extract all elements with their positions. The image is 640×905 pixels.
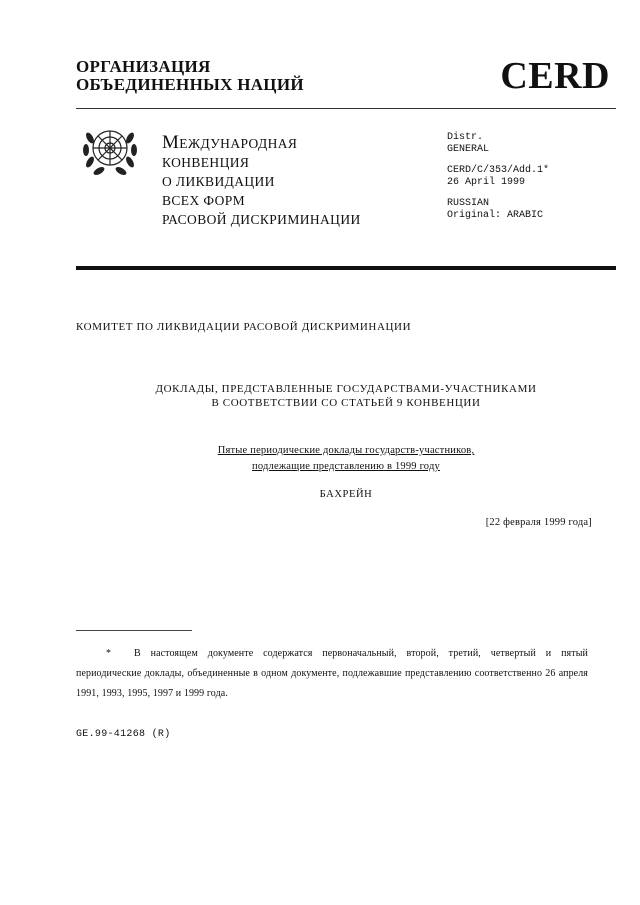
organization-name-line1: ОРГАНИЗАЦИЯ <box>76 57 211 76</box>
job-number: GE.99-41268 (R) <box>76 729 171 740</box>
footnote-marker: * <box>106 648 112 659</box>
convention-line5: РАСОВОЙ ДИСКРИМИНАЦИИ <box>162 212 361 227</box>
convention-line3: О ЛИКВИДАЦИИ <box>162 174 275 189</box>
periodic-line1: Пятые периодические доклады государств-участников, <box>217 445 475 456</box>
document-symbol: CERD/C/353/Add.1* <box>447 165 550 176</box>
convention-line1: ЕЖДУНАРОДНАЯ <box>179 136 298 151</box>
footnote <box>76 644 588 704</box>
reports-heading <box>76 382 616 410</box>
convention-initial: М <box>162 132 180 153</box>
convention-line2: КОНВЕНЦИЯ <box>162 155 250 170</box>
periodic-line2: подлежащие представлению в 1999 году <box>252 461 440 472</box>
distribution-value: GENERAL <box>447 144 490 155</box>
reports-heading-line1: ДОКЛАДЫ, ПРЕДСТАВЛЕННЫЕ ГОСУДАРСТВАМИ-УЧАСТНИКАМИ <box>155 383 537 395</box>
reports-heading-line2: В СООТВЕТСТВИИ СО СТАТЬЕЙ 9 КОНВЕНЦИИ <box>211 397 481 409</box>
organization-name-line2: ОБЪЕДИНЕННЫХ НАЦИЙ <box>76 75 304 94</box>
series-symbol: CERD <box>500 55 610 97</box>
country-name: БАХРЕЙН <box>319 489 373 500</box>
distribution-label: Distr. <box>447 132 484 143</box>
footnote-divider <box>76 630 192 631</box>
un-emblem-icon <box>78 118 142 182</box>
document-metadata <box>447 132 549 222</box>
document-language: RUSSIAN <box>447 198 490 209</box>
convention-title <box>162 133 361 229</box>
organization-name <box>76 58 304 94</box>
periodic-reports-subtitle <box>76 443 616 475</box>
received-date: [22 февраля 1999 года] <box>485 517 592 528</box>
committee-name: КОМИТЕТ ПО ЛИКВИДАЦИИ РАСОВОЙ ДИСКРИМИНАЦИИ <box>76 321 412 333</box>
convention-line4: ВСЕХ ФОРМ <box>162 193 246 208</box>
original-language: Original: ARABIC <box>447 210 544 221</box>
document-date: 26 April 1999 <box>447 177 526 188</box>
title-block-divider <box>76 266 616 270</box>
header-divider <box>76 108 616 109</box>
footnote-text: В настоящем документе содержатся первоначальный, второй, третий, четвертый и пятый периодические доклады, объединенные в одном документе, подлежавшие представлению соответственно 26 апреля 1991, 1993, 1995, 1997 и 1999 года. <box>76 648 588 699</box>
